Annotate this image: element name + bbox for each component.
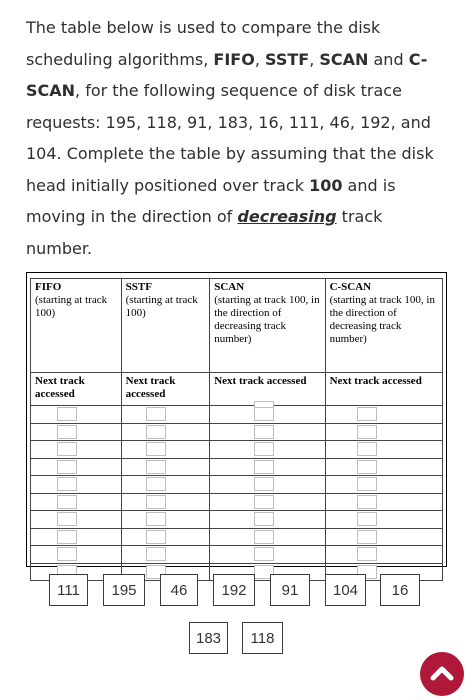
drop-slot[interactable] <box>146 425 166 439</box>
drop-slot[interactable] <box>357 477 377 491</box>
initial-track: 100 <box>309 175 343 195</box>
header-fifo: FIFO (starting at track 100) <box>31 279 122 373</box>
drop-slot[interactable] <box>146 495 166 509</box>
scheduling-table <box>30 278 443 581</box>
drop-slot[interactable] <box>254 477 274 491</box>
drop-slot[interactable] <box>357 530 377 544</box>
chevron-up-icon <box>429 661 455 687</box>
answer-cell <box>121 511 210 529</box>
question-text: The table below is used to compare the disk scheduling algorithms, FIFO, SSTF, SCAN and C-SCAN, for the following sequence of disk trace requests: 195, 118, 91, 183, 16, 111, 46, 192, and 104. Complete the table by assuming that the disk head initially positioned over track 100 and is moving in the direction of decreasing track number. <box>26 18 434 258</box>
answer-cell <box>325 511 442 529</box>
answer-token[interactable]: 111 <box>49 574 88 606</box>
algorithm-fifo: FIFO <box>213 49 255 69</box>
answer-token[interactable]: 192 <box>213 574 255 606</box>
answer-cell <box>31 423 122 441</box>
drop-slot[interactable] <box>357 460 377 474</box>
answer-token[interactable]: 195 <box>103 574 145 606</box>
scheduling-table-frame <box>26 272 447 567</box>
drop-slot[interactable] <box>57 442 77 456</box>
drop-slot[interactable] <box>146 460 166 474</box>
answer-row <box>31 546 443 564</box>
answer-cell <box>31 441 122 459</box>
table-header-row <box>31 279 443 373</box>
drop-slot[interactable] <box>357 407 377 421</box>
drop-slot[interactable] <box>57 512 77 526</box>
answer-cell <box>210 423 325 441</box>
drop-slot[interactable] <box>57 477 77 491</box>
answer-row <box>31 406 443 424</box>
drop-slot[interactable] <box>146 547 166 561</box>
algorithm-scan: SCAN <box>319 49 369 69</box>
answer-row <box>31 528 443 546</box>
answer-cell <box>31 476 122 494</box>
answer-token[interactable]: 118 <box>242 622 283 654</box>
answer-cell <box>121 528 210 546</box>
answer-cell <box>121 476 210 494</box>
drop-slot[interactable] <box>357 425 377 439</box>
answer-cell <box>121 546 210 564</box>
table-subheader-row <box>31 373 443 406</box>
answer-cell <box>31 406 122 424</box>
answer-cell <box>121 423 210 441</box>
answer-token[interactable]: 46 <box>160 574 198 606</box>
answer-row <box>31 476 443 494</box>
answer-cell <box>210 511 325 529</box>
drop-slot[interactable] <box>254 495 274 509</box>
answer-cell <box>325 406 442 424</box>
drop-slot[interactable] <box>57 425 77 439</box>
drop-slot[interactable] <box>57 547 77 561</box>
algorithm-sstf: SSTF <box>265 49 310 69</box>
direction-keyword: decreasing <box>237 207 337 226</box>
drop-slot[interactable] <box>146 512 166 526</box>
answer-token[interactable]: 104 <box>325 574 366 606</box>
answer-cell <box>325 528 442 546</box>
answer-cell <box>31 528 122 546</box>
drop-slot[interactable] <box>57 460 77 474</box>
answer-cell <box>31 493 122 511</box>
answer-cell <box>325 476 442 494</box>
answer-cell <box>325 423 442 441</box>
answer-cell <box>121 493 210 511</box>
scroll-to-top-button[interactable] <box>420 652 464 696</box>
drop-slot[interactable] <box>357 442 377 456</box>
answer-cell <box>325 441 442 459</box>
subheader-fifo: Next track accessed <box>31 373 122 406</box>
header-sstf: SSTF (starting at track 100) <box>121 279 210 373</box>
answer-row <box>31 441 443 459</box>
drop-slot[interactable] <box>146 442 166 456</box>
algorithm-cscan: C-SCAN <box>26 49 428 100</box>
answer-cell <box>210 546 325 564</box>
answer-token[interactable]: 91 <box>270 574 310 606</box>
answer-cell <box>210 406 325 424</box>
drop-slot[interactable] <box>357 495 377 509</box>
drop-slot[interactable] <box>254 460 274 474</box>
answer-token[interactable]: 16 <box>380 574 420 606</box>
drop-slot[interactable] <box>146 477 166 491</box>
answer-row <box>31 511 443 529</box>
answer-token[interactable]: 183 <box>189 622 228 654</box>
subheader-cscan: Next track accessed <box>325 373 442 406</box>
drop-slot[interactable] <box>357 512 377 526</box>
answer-cell <box>210 493 325 511</box>
subheader-scan: Next track accessed <box>210 373 325 406</box>
answer-row <box>31 423 443 441</box>
answer-cell <box>31 511 122 529</box>
drop-slot[interactable] <box>254 547 274 561</box>
answer-cell <box>210 528 325 546</box>
answer-cell <box>31 458 122 476</box>
answer-cell <box>325 493 442 511</box>
answer-cell <box>121 458 210 476</box>
drop-slot[interactable] <box>254 407 274 421</box>
drop-slot[interactable] <box>357 547 377 561</box>
answer-row <box>31 493 443 511</box>
answer-cell <box>210 476 325 494</box>
header-cscan: C-SCAN (starting at track 100, in the direction of decreasing track number) <box>325 279 442 373</box>
drop-slot[interactable] <box>254 425 274 439</box>
drop-slot[interactable] <box>146 530 166 544</box>
answer-cell <box>121 406 210 424</box>
drop-slot[interactable] <box>57 530 77 544</box>
drop-slot[interactable] <box>254 512 274 526</box>
drop-slot[interactable] <box>57 407 77 421</box>
answer-cell <box>210 458 325 476</box>
drop-slot[interactable] <box>254 442 274 456</box>
answer-cell <box>210 441 325 459</box>
drop-slot[interactable] <box>254 530 274 544</box>
answer-row <box>31 458 443 476</box>
answer-cell <box>325 458 442 476</box>
header-scan: SCAN (starting at track 100, in the direction of decreasing track number) <box>210 279 325 373</box>
subheader-sstf: Next track accessed <box>121 373 210 406</box>
answer-cell <box>121 441 210 459</box>
answer-cell <box>325 546 442 564</box>
drop-slot[interactable] <box>146 407 166 421</box>
drop-slot[interactable] <box>57 495 77 509</box>
answer-cell <box>31 546 122 564</box>
